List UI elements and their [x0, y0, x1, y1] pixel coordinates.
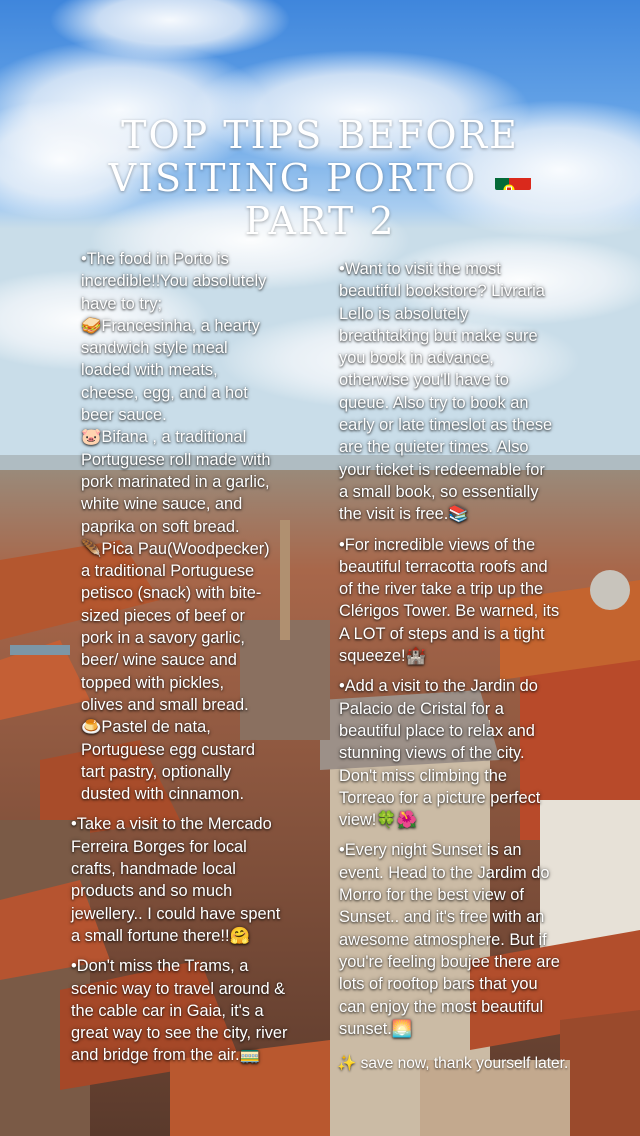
title-line-2 [0, 155, 640, 201]
tip-food: •The food in Porto is incredible!!You absolutely have to try; 🥪Francesinha, a hearty sandwich style meal loaded with meats, cheese, egg, and a hot beer sauce. 🐷Bifana , a traditional Portuguese roll made with pork marinated in a garlic, white wine sauce, and paprika on soft bread. 🪶Pica Pau(Woodpecker) a traditional Portuguese petisco (snack) with bite- sized pieces of beef or pork in a savory garlic, beer/ wine sauce and topped with pickles, olives and small bread. 🍮Pastel de nata, Portuguese egg custard tart pastry, optionally dusted with cinnamon. [81, 250, 271, 804]
save-reminder-text: save now, thank yourself later. [360, 1055, 569, 1072]
tips-left-column [71, 248, 313, 1075]
tip-mercado: •Take a visit to the Mercado Ferreira Borges for local crafts, handmade local products and so much jewellery.. I could have spent a small fortune there!!🤗 [71, 815, 281, 945]
tip-cristal: •Add a visit to the Jardin do Palacio de Cristal for a beautiful place to relax and stunning views of the city. Don't miss climbing the Torreao for a picture perfect view!🍀🌺 [339, 677, 541, 830]
tip-clerigos: •For incredible views of the beautiful terracotta roofs and of the river take a trip up the Clérigos Tower. Be warned, its A LOT of steps and is a tight squeeze!🏰 [339, 535, 560, 666]
tips-right-column [339, 258, 591, 1048]
tip-bookstore: •Want to visit the most beautiful bookstore? Livraria Lello is absolutely breathtaking but make sure you book in advance, otherwise you'll have to queue. Also try to book an early or late timeslot as these are the quieter times. Also your ticket is redeemable for a small book, so essentially the visit is free.📚 [339, 260, 553, 524]
sparkles-icon: ✨ [337, 1055, 357, 1072]
tip-sunset: •Every night Sunset is an event. Head to the Jardim do Morro for the best view of Sunset.. and it's free with an awesome atmosphere. But if you're feeling boujee there are lots of rooftop bars that you can enjoy the most beautiful sunset.🌅 [339, 841, 560, 1038]
portugal-flag-icon [495, 166, 531, 190]
title-line-3: PART 2 [244, 199, 396, 243]
save-reminder [337, 1054, 568, 1073]
title-line-1: TOP TIPS BEFORE [121, 113, 519, 157]
tip-trams: •Don't miss the Trams, a scenic way to travel around & the cable car in Gaia, it's a great way to see the city, river and bridge from the air.🚃 [71, 957, 288, 1065]
title-line-2-text: VISITING PORTO [108, 156, 478, 200]
